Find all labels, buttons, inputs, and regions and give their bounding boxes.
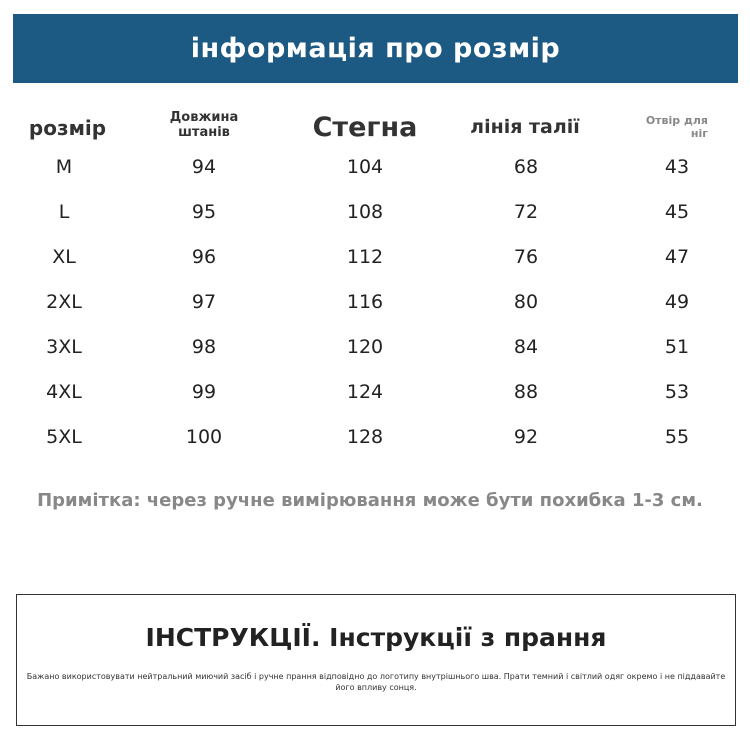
hips-cell: 124 [346,381,384,403]
waist-cell: 76 [513,246,539,268]
size-cell: L [58,201,70,223]
column-header-size: розмір [28,116,107,140]
instructions-title: ІНСТРУКЦІЇ. Інструкції з прання [145,623,607,652]
column-header-hips: Стегна [312,112,418,143]
size-cell: 5XL [46,426,82,448]
leg-opening-cell: 45 [664,201,690,223]
length-cell: 100 [185,426,223,448]
measurement-note: Примітка: через ручне вимірювання може бути похибка 1-3 см. [37,490,703,511]
length-cell: 99 [191,381,217,403]
leg-opening-cell: 51 [664,336,690,358]
washing-instructions-box [16,594,736,726]
size-cell: 2XL [46,291,82,313]
length-cell: 98 [191,336,217,358]
leg-opening-cell: 43 [664,156,690,178]
leg-opening-cell: 47 [664,246,690,268]
length-cell: 94 [191,156,217,178]
size-cell: 4XL [46,381,82,403]
waist-cell: 72 [513,201,539,223]
title-banner [13,14,738,83]
hips-cell: 108 [346,201,384,223]
waist-cell: 80 [513,291,539,313]
waist-cell: 84 [513,336,539,358]
column-header-length: Довжина штанів [169,110,239,140]
size-cell: 3XL [46,336,82,358]
hips-cell: 112 [346,246,384,268]
waist-cell: 88 [513,381,539,403]
column-header-leg-opening: Отвір для ніг [645,114,708,140]
page-title: інформація про розмір [190,33,561,64]
leg-opening-cell: 53 [664,381,690,403]
hips-cell: 120 [346,336,384,358]
waist-cell: 68 [513,156,539,178]
length-cell: 95 [191,201,217,223]
hips-cell: 104 [346,156,384,178]
column-header-waist: лінія талії [470,116,580,138]
length-cell: 96 [191,246,217,268]
leg-opening-cell: 55 [664,426,690,448]
length-cell: 97 [191,291,217,313]
size-cell: XL [52,246,76,268]
hips-cell: 128 [346,426,384,448]
instructions-text: Бажано використовувати нейтральний миючий засіб і ручне прання відповідно до логотипу внутрішнього шва. Прати темний і світлий одяг окремо і не піддавайте його впливу сонця. [26,672,726,692]
hips-cell: 116 [346,291,384,313]
size-cell: M [55,156,73,178]
leg-opening-cell: 49 [664,291,690,313]
waist-cell: 92 [513,426,539,448]
